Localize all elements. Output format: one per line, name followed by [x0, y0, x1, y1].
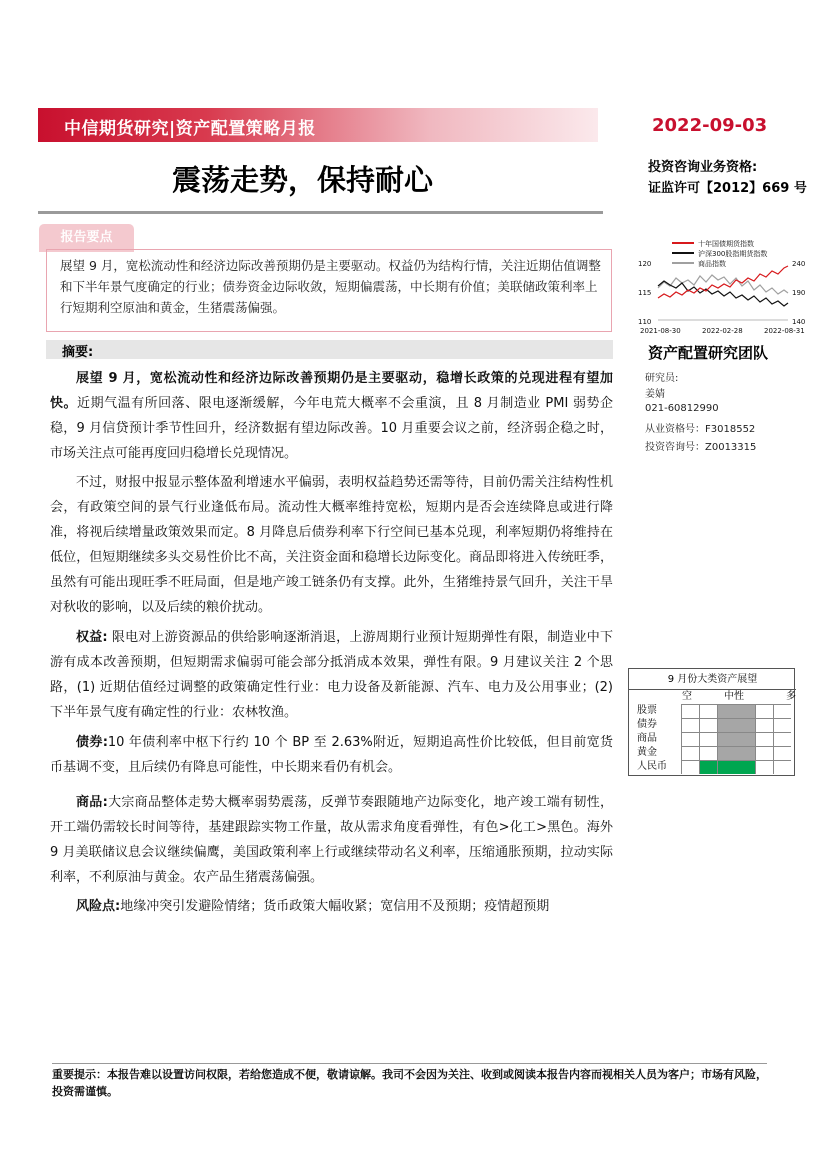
abstract-paragraph-bonds [50, 730, 613, 780]
outlook-row-label: 股票 [637, 705, 657, 716]
abstract-paragraph-equity [50, 625, 613, 725]
outlook-row-bonds [629, 718, 796, 732]
commodities-body: 大宗商品整体走势大概率弱势震荡，反弹节奏跟随地产边际变化，地产竣工端有韧性，开工端仍需较长时间等待，基建跟踪实物工作量，故从需求角度看弹性，有色>化工>黑色。海外 9 月美联储议息会议继续偏鹰，美国政策利率上行或继续带动名义利率，压缩通胀预期，拉动实际利率，不利原油与黄金。农产品生猪震荡偏强。 [50, 795, 613, 885]
outlook-col-short: 空 [682, 691, 692, 702]
outlook-row-label: 债券 [637, 719, 657, 730]
outlook-row-commodities [629, 732, 796, 746]
report-date: 2022-09-03 [652, 115, 768, 136]
legend-bond: 十年国债期货指数 [698, 240, 754, 248]
outlook-row-label: 黄金 [637, 747, 657, 758]
outlook-row-stocks [629, 704, 796, 718]
outlook-row-gold [629, 746, 796, 760]
practice-id: 从业资格号：F3018552 [645, 424, 756, 435]
risks-body: 地缘冲突引发避险情绪；货币政策大幅收紧；宽信用不及预期；疫情超预期 [120, 899, 550, 914]
footer-divider [52, 1063, 767, 1064]
series-bond-line [658, 266, 788, 298]
left-tick-115: 115 [638, 289, 652, 297]
equity-body: 限电对上游资源品的供给影响逐渐消退，上游周期行业预计短期弹性有限，制造业中下游有成本改善预期，但短期需求偏弱可能会部分抵消成本效果，弹性有限。9 月建议关注 2 个思路，(1) 近期估值经过调整的政策确定性行业：电力设备及新能源、汽车、电力及公用事业；(2) 下半年景气度有确定性的行业：农林牧渔。 [50, 630, 613, 720]
key-points-text: 展望 9 月，宽松流动性和经济边际改善预期仍是主要驱动。权益仍为结构行情，关注近期估值调整和下半年景气度确定的行业；债券资金边际收敛，短期偏震荡，中长期有价值；美联储政策利率上行短期利空原油和黄金，生猪震荡偏强。 [60, 258, 601, 315]
left-tick-110: 110 [638, 318, 652, 326]
outlook-col-neutral: 中性 [724, 691, 744, 702]
outlook-row-label: 人民币 [637, 761, 667, 772]
header-divider [38, 211, 603, 214]
right-tick-240: 240 [792, 260, 806, 268]
researcher-label: 研究员: [645, 373, 679, 384]
index-trend-chart [632, 236, 810, 336]
risks-label: 风险点: [76, 899, 121, 914]
outlook-row-rmb [629, 760, 796, 774]
outlook-title: 9 月份大类资产展望 [629, 669, 796, 690]
abstract-paragraph-overview: 不过，财报中报显示整体盈利增速水平偏弱，表明权益趋势还需等待，目前仍需关注结构性机会，有政策空间的景气行业逢低布局。流动性大概率维持宽松，短期内是否会连续降息或进行降准，将视后续增量政策效果而定。8 月降息后债券利率下行空间已基本兑现，利率短期仍将维持在低位，但短期继续多头交易性价比不高，关注资金面和稳增长边际变化。商品即将进入传统旺季，虽然有可能出现旺季不旺局面，但是地产竣工链条仍有支撑。此外，生猪维持景气回升，关注干旱对秋收的影响，以及后续的粮价扰动。 [50, 475, 613, 615]
abstract-bar [46, 340, 613, 359]
consult-id: 投资咨询号：Z0013315 [645, 442, 757, 453]
x-tick-mid: 2022-02-28 [702, 327, 743, 335]
license-label: 投资咨询业务资格: [648, 160, 758, 175]
outlook-col-long: 多 [786, 691, 796, 702]
researcher-name: 姜婧 [645, 389, 665, 400]
bonds-body: 10 年债利率中枢下行约 10 个 BP 至 2.63%附近，短期追高性价比较低，但目前宽货币基调不变，且后续仍有降息可能性，中长期来看仍有机会。 [50, 735, 614, 775]
bonds-label: 债券: [76, 735, 108, 750]
abstract-paragraph-outlook [50, 366, 613, 466]
abstract-paragraph-commodities [50, 790, 613, 890]
legend-commodity: 商品指数 [698, 260, 726, 268]
footer-disclaimer: 重要提示：本报告难以设置访问权限，若给您造成不便，敬请谅解。我司不会因为关注、收到或阅读本报告内容而视相关人员为客户；市场有风险，投资需谨慎。 [52, 1068, 767, 1098]
report-title: 震荡走势，保持耐心 [172, 163, 434, 197]
equity-label: 权益: [76, 630, 108, 645]
x-tick-end: 2022-08-31 [764, 327, 805, 335]
commodities-label: 商品: [76, 795, 108, 810]
right-tick-140: 140 [792, 318, 806, 326]
outlook-lead: 展望 9 月，宽松流动性和经济边际改善预期仍是主要驱动，稳增长政策的兑现进程有望加快。 [50, 371, 613, 411]
right-tick-190: 190 [792, 289, 806, 297]
license-number: 证监许可【2012】669 号 [648, 181, 807, 196]
asset-outlook-table [628, 668, 795, 776]
abstract-paragraph-risks [50, 894, 613, 919]
legend-equity: 沪深300股指期货指数 [698, 250, 768, 258]
key-points-tab: 报告要点 [39, 224, 134, 252]
outlook-body: 近期气温有所回落、限电逐渐缓解，今年电荒大概率不会重演，且 8 月制造业 PMI 弱势企稳，9 月信贷预计季节性回升，经济数据有望边际改善。10 月重要会议之前，经济弱企稳之时，市场关注点可能再度回归稳增长兑现情况。 [50, 396, 613, 461]
report-series-title: 中信期货研究|资产配置策略月报 [64, 119, 316, 139]
x-tick-start: 2021-08-30 [640, 327, 681, 335]
team-name: 资产配置研究团队 [648, 344, 769, 362]
left-tick-120: 120 [638, 260, 652, 268]
abstract-label: 摘要: [62, 345, 94, 360]
phone-number: 021-60812990 [645, 403, 719, 414]
outlook-row-label: 商品 [637, 733, 657, 744]
